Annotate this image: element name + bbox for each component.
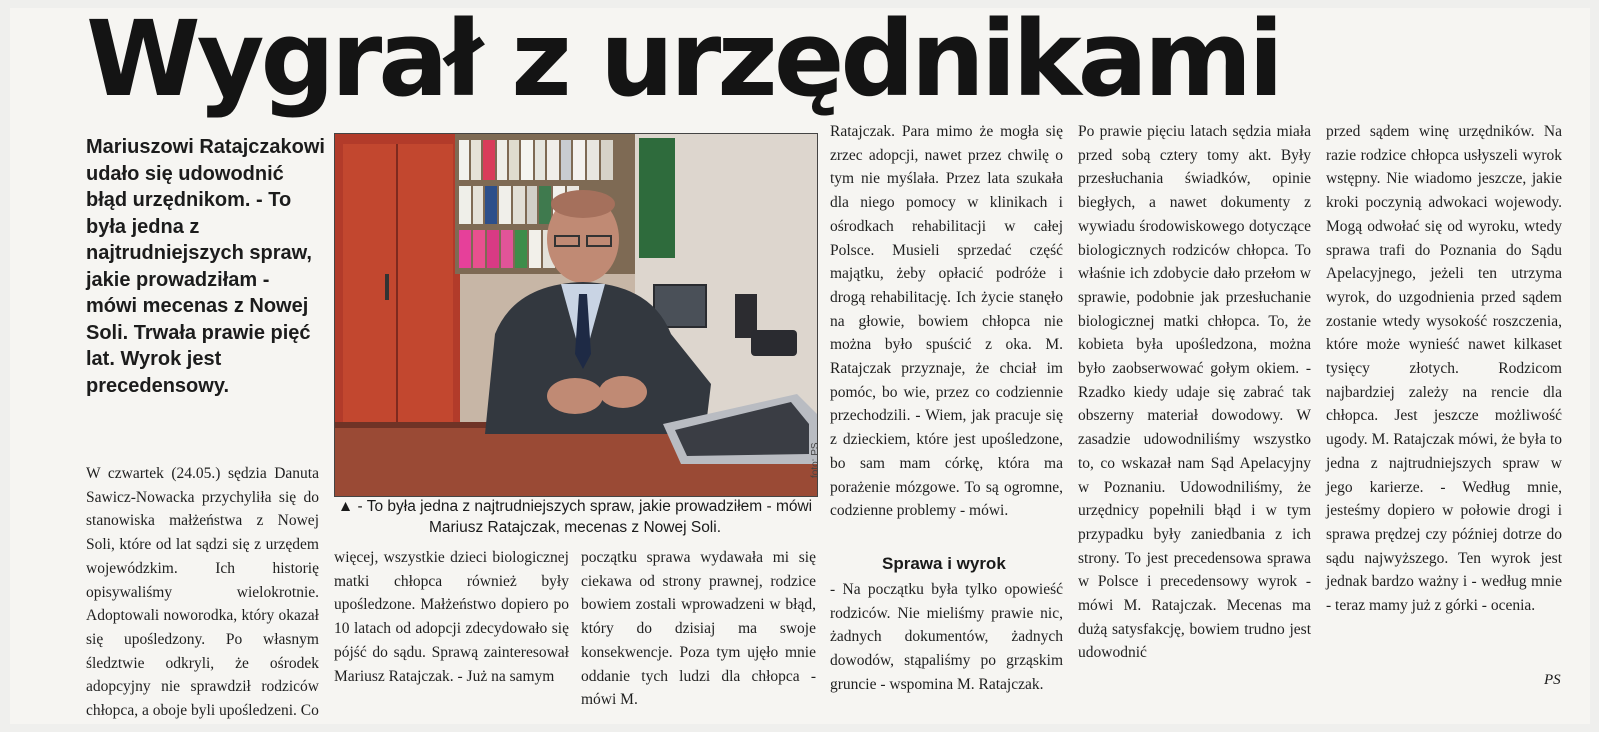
lawyer-photo-illustration	[335, 134, 817, 496]
headline: Wygrał z urzędnikami	[86, 0, 1280, 120]
article-column-3: początku sprawa wydawała mi się ciekawa od strony prawnej, rodzice bowiem zostali wprowadzeni w błąd, który do dzisiaj ma swoje konsekwencje. Poza tym ujęło mnie oddanie tych ludzi dla chłopca - mówi M.	[581, 549, 816, 709]
caption-marker: ▲	[337, 498, 354, 515]
article-photo	[334, 133, 818, 497]
article-column-4: Ratajczak. Para mimo że mogła się zrzec adopcji, nawet przez chwilę o tym nie myślała. Przez lata szukała dla niego pomocy w klinikach i ośrodkach rehabilitacji w całej Polsce. Musieli sprzedać część majątku, żeby opłacić podróże i drogą rehabilitację. Ich życie stanęło na głowie, bowiem chłopca nie można było spuścić z oka. M. Ratajczak przyznaje, że chciał im pomóc, bo wie, przez co codziennie przechodzili. - Wiem, jak pracuje się z dzieckiem, które jest upośledzone, bo sam mam córkę, która ma porażenie mózgowe. To są ogromne, codzienne problemy - mówi.	[830, 123, 1063, 520]
photo-credit: foto: PS	[810, 442, 821, 478]
photo-caption	[330, 496, 820, 538]
article-column-5: Po prawie pięciu latach sędzia miała przed sobą cztery tomy akt. Były przesłuchania świadków, opinie biegłych, a nawet dokumenty z wywiadu środowiskowego dotyczące biologicznych rodziców chłopca. To właśnie ich zdobycie dało przełom w sprawie, podobnie jak przesłuchanie biologicznej matki chłopca. To, że kobieta była upośledzona, można było zaobserwować gołym okiem. - Rzadko kiedy udaje się zabrać tak obszerny materiał dowodowy. W zasadzie udowodniliśmy wszystko to, co wskazał nam Sąd Apelacyjny w Poznaniu. Udowodniliśmy, że urzędnicy popełnili błąd i w tym przypadku były zaniedbania z ich strony. To jest precedensowa sprawa w Polsce i precedensowy wyrok - mówi M. Ratajczak. Mecenas ma dużą satysfakcję, bowiem trudno jest udowodnić	[1078, 123, 1311, 662]
article-column-2: więcej, wszystkie dzieci biologicznej matki chłopca również były upośledzone. Małżeństwo dopiero po 10 latach od adopcji zdecydowało się pójść do sądu. Sprawą zainteresował Mariusz Ratajczak. - Już na samym	[334, 549, 569, 685]
caption-text: - To była jedna z najtrudniejszych spraw, jakie prowadziłem - mówi Mariusz Ratajczak, mecenas z Nowej Soli.	[357, 498, 813, 536]
article-column-6: przed sądem winę urzędników. Na razie rodzice chłopca usłyszeli wyrok wstępny. Nie wiadomo jeszcze, jakie kroki poczynią adwokaci wojewody. Mogą odwołać się od wyroku, wtedy sprawa trafi do Poznania do Sądu Apelacyjnego, jeżeli ten utrzyma wyrok, do uzgodnienia przed sądem zostanie wtedy wysokość roszczenia, które może wynieść nawet kilkaset tysięcy złotych. Rodzicom najbardziej zależy na rencie dla chłopca. Jest jeszcze możliwość ugody. M. Ratajczak mówi, że była to jedna z najtrudniejszych spraw w jego karierze. - Według mnie, jesteśmy dopiero w połowie drogi i sprawa prędzej czy później dotrze do sądu najwyższego. Ten wyrok jest jednak bardzo ważny i - według mnie - teraz mamy już z górki - ocenia.	[1326, 123, 1562, 615]
article-column-4-continued: - Na początku była tylko opowieść rodziców. Nie mieliśmy prawie nic, żadnych dokumentów, żadnych dowodów, stąpaliśmy po grząskim gruncie - wspomina M. Ratajczak.	[830, 581, 1063, 693]
author-signature: PS	[1544, 672, 1561, 688]
article-column-1: W czwartek (24.05.) sędzia Danuta Sawicz-Nowacka przychyliła się do stanowiska małżeństwa z Nowej Soli, które od lat sądzi się z urzędem wojewódzkim. Ich historię opisywaliśmy wielokrotnie. Adoptowali noworodka, który okazał się upośledzony. Po własnym śledztwie odkryli, że ośrodek adopcyjny nie sprawdził rodziców chłopca, a oboje byli upośledzeni. Co	[86, 465, 319, 720]
section-subheading: Sprawa i wyrok	[882, 554, 1006, 573]
lead-paragraph: Mariuszowi Ratajczakowi udało się udowodnić błąd urzędnikom. - To była jedna z najtrudniejszych spraw, jakie prowadziłam - mówi mecenas z Nowej Soli. Trwała prawie pięć lat. Wyrok jest precedensowy.	[86, 136, 325, 397]
